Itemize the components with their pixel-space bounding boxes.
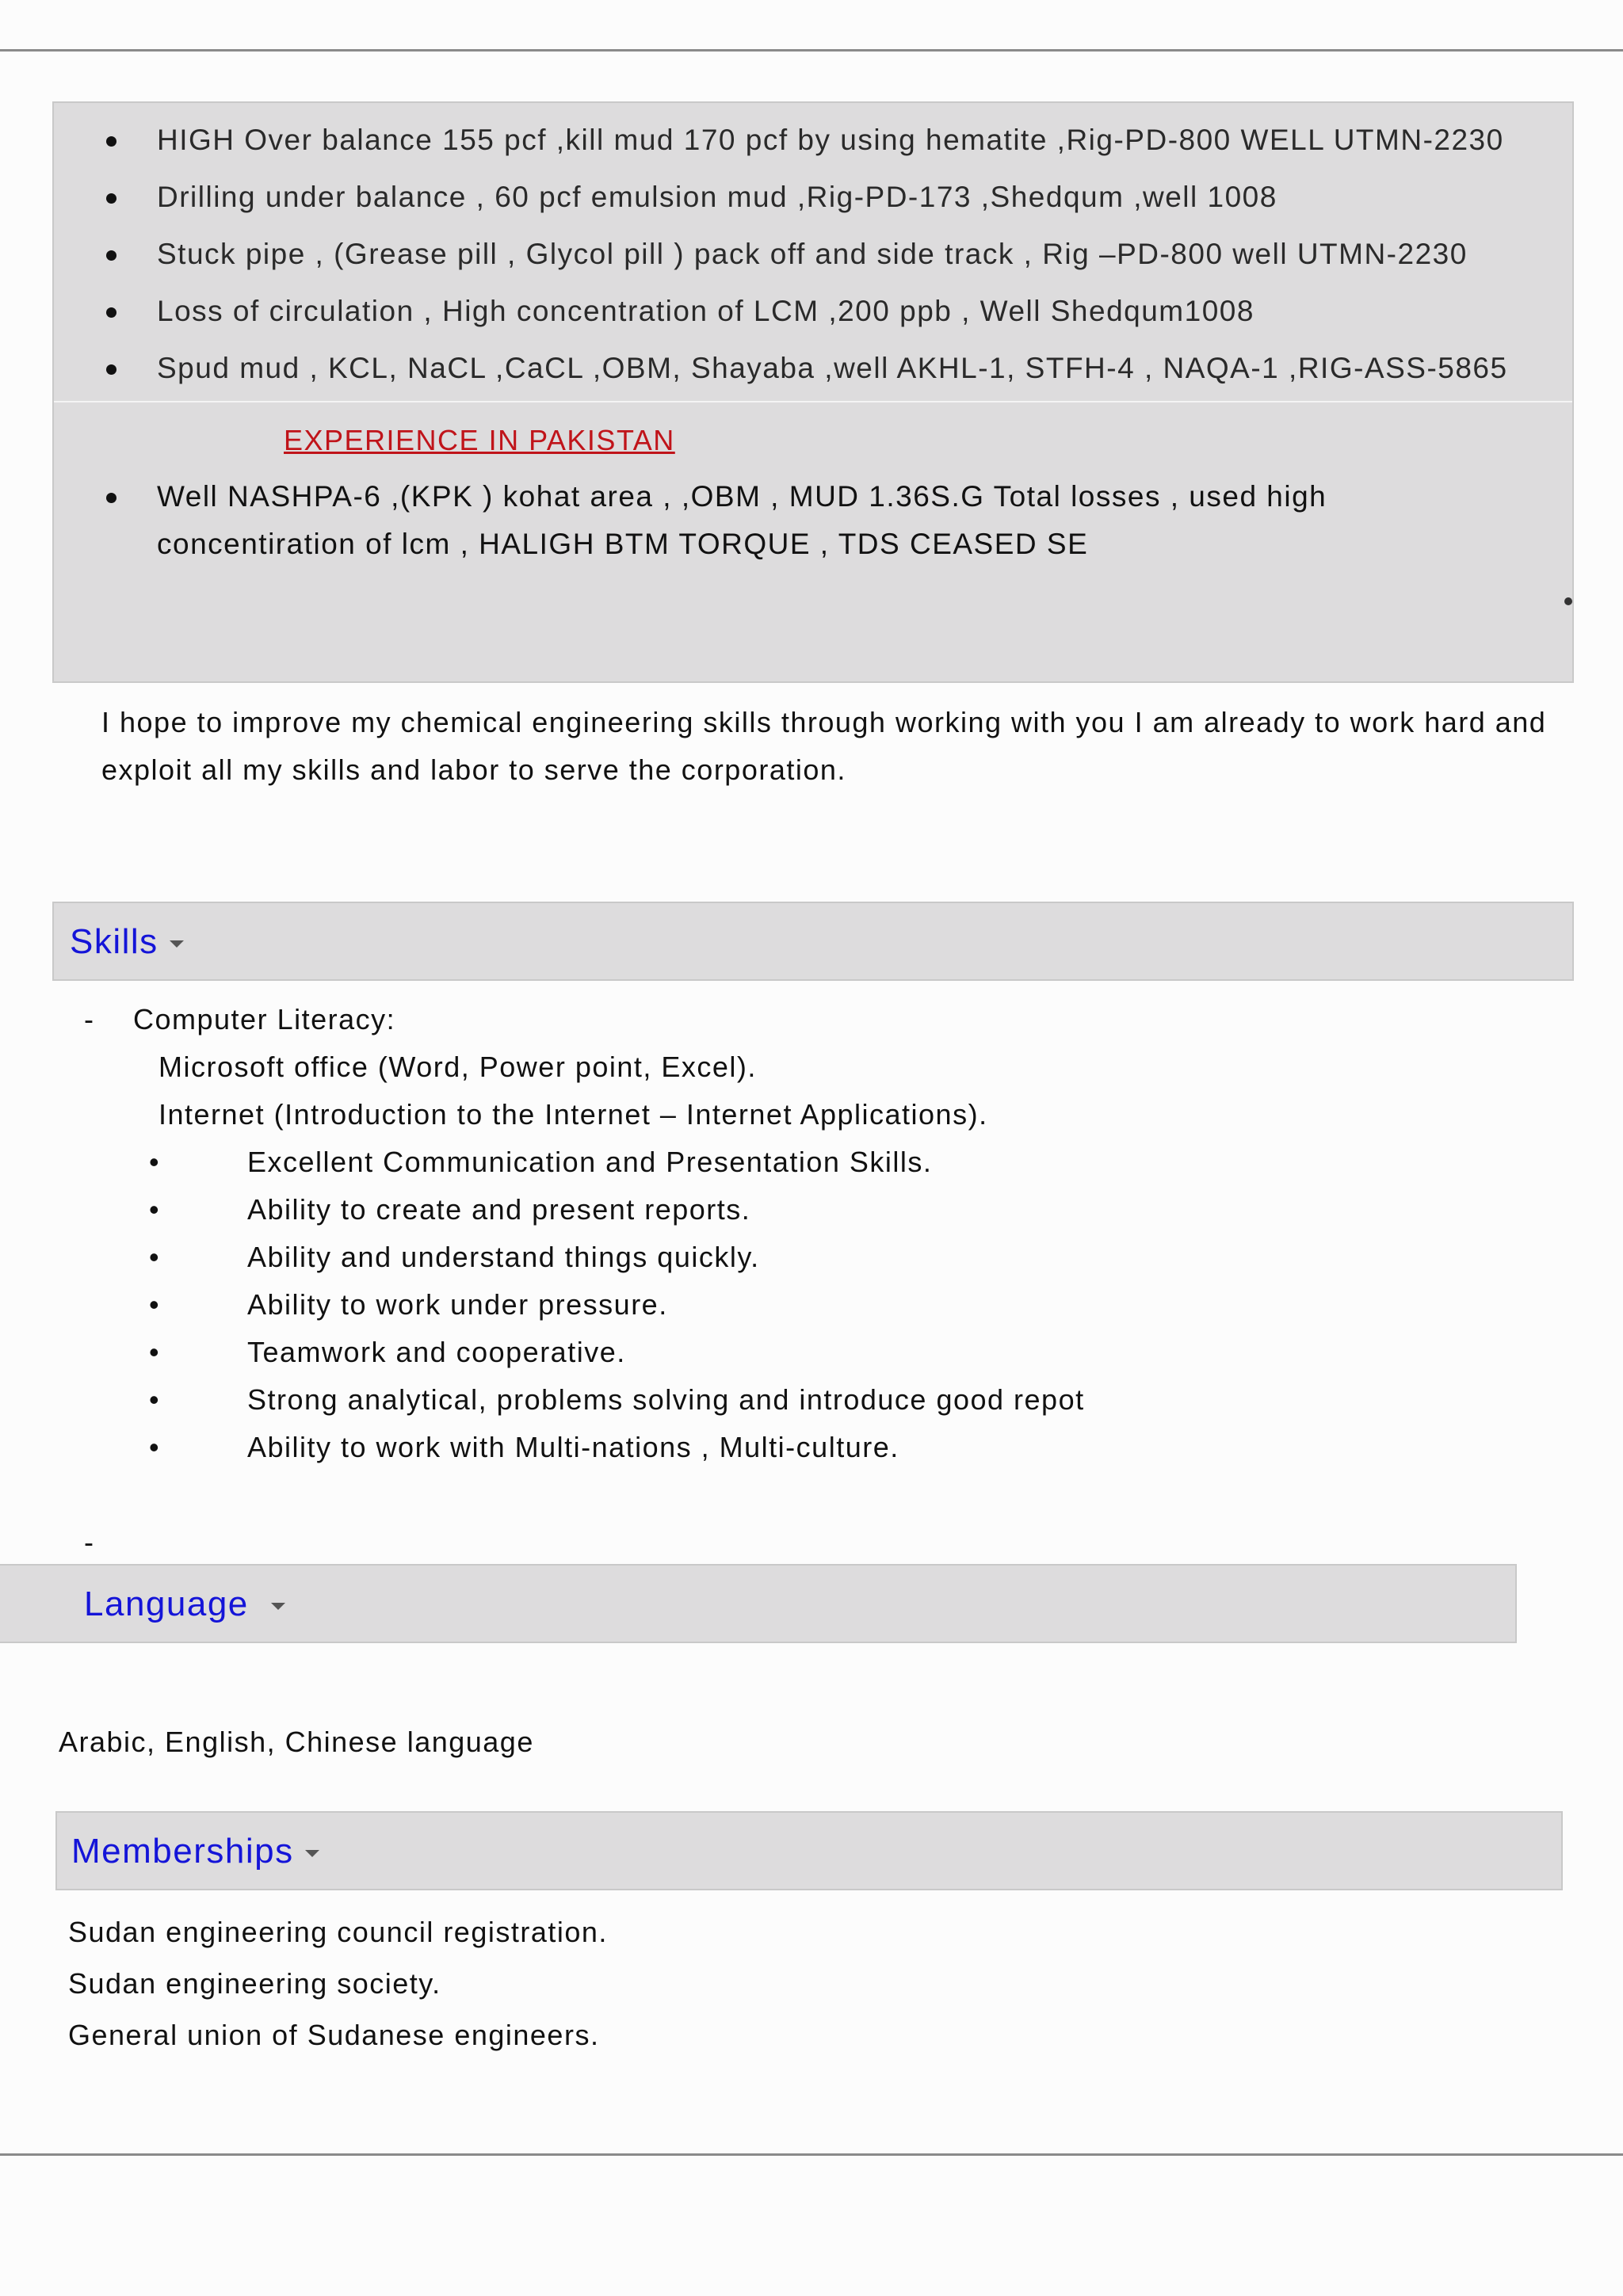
bullet-icon: • xyxy=(149,1241,161,1273)
skills-header-bar xyxy=(52,902,1574,981)
memberships-title[interactable]: Memberships xyxy=(71,1832,319,1871)
bullet-icon xyxy=(106,136,116,147)
skills-title[interactable]: Skills xyxy=(70,922,184,962)
bullet-icon: • xyxy=(149,1431,161,1463)
objective-line-2: exploit all my skills and labor to serve the corporation. xyxy=(101,753,846,786)
computer-literacy-heading: Computer Literacy: xyxy=(133,1003,396,1035)
chevron-down-icon[interactable] xyxy=(271,1603,285,1610)
membership-item: General union of Sudanese engineers. xyxy=(68,2019,600,2051)
bullet-icon xyxy=(106,364,116,375)
bullet-icon xyxy=(106,250,116,261)
bullet-icon: • xyxy=(149,1288,161,1321)
language-list: Arabic, English, Chinese language xyxy=(59,1726,534,1758)
bullet-icon xyxy=(106,307,116,318)
language-title[interactable]: Language xyxy=(84,1585,285,1624)
skills-dash: - xyxy=(84,1003,95,1035)
bullet-icon: • xyxy=(149,1336,161,1368)
computer-item: Microsoft office (Word, Power point, Excel). xyxy=(158,1051,757,1083)
skills-trailing-dash: - xyxy=(84,1526,95,1558)
bullet-icon xyxy=(106,193,116,204)
bullet-icon: • xyxy=(149,1146,161,1178)
pakistan-heading: EXPERIENCE IN PAKISTAN xyxy=(284,424,675,456)
bullet-icon: • xyxy=(149,1383,161,1416)
chevron-down-icon[interactable] xyxy=(305,1850,319,1857)
objective-line-1: I hope to improve my chemical engineering skills through working with you I am already to work hard and xyxy=(101,706,1547,738)
stray-bullet-icon xyxy=(1564,597,1572,605)
chevron-down-icon[interactable] xyxy=(170,940,184,948)
membership-item: Sudan engineering council registration. xyxy=(68,1916,608,1948)
computer-item: Internet (Introduction to the Internet – Internet Applications). xyxy=(158,1098,988,1131)
top-rule xyxy=(0,49,1623,51)
experience-divider xyxy=(54,401,1572,402)
membership-item: Sudan engineering society. xyxy=(68,1967,441,2000)
bottom-rule xyxy=(0,2153,1623,2156)
bullet-icon: • xyxy=(149,1193,161,1226)
bullet-icon xyxy=(106,493,116,503)
